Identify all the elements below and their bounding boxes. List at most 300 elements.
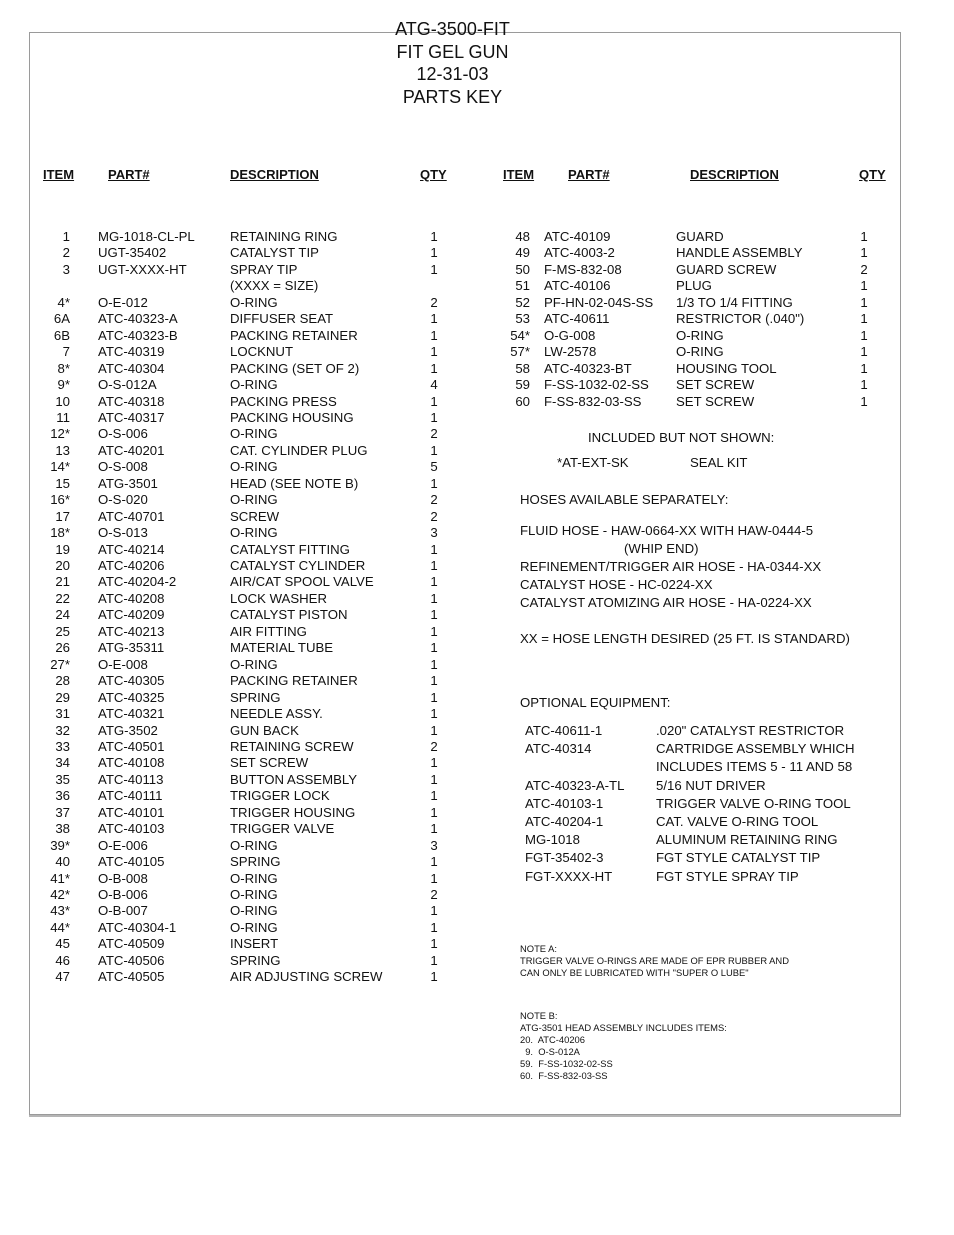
parts-item-number: 16*	[50, 492, 70, 508]
parts-quantity: 1	[430, 590, 438, 606]
parts-item-number: 52	[515, 294, 530, 310]
parts-description: BUTTON ASSEMBLY	[230, 771, 358, 787]
parts-table-row	[490, 377, 930, 393]
parts-quantity: 1	[430, 656, 438, 672]
parts-part-number: ATC-40319	[98, 344, 165, 360]
parts-part-number: ATC-40305	[98, 673, 165, 689]
parts-part-number: O-E-012	[98, 294, 148, 310]
parts-table-row	[30, 591, 470, 607]
parts-table-row	[30, 245, 470, 261]
parts-description: HEAD (SEE NOTE B)	[230, 475, 359, 491]
parts-item-number: 46	[55, 952, 70, 968]
parts-table-row	[30, 344, 470, 360]
parts-quantity: 1	[430, 870, 438, 886]
parts-part-number: LW-2578	[544, 344, 597, 360]
parts-quantity: 1	[430, 722, 438, 738]
parts-table-row	[30, 953, 470, 969]
optional-description: FGT STYLE CATALYST TIP	[656, 850, 821, 866]
left-header-description: DESCRIPTION	[230, 167, 319, 182]
parts-quantity: 1	[430, 261, 438, 277]
parts-description: PACKING RETAINER	[230, 673, 358, 689]
parts-description: O-RING	[230, 426, 278, 442]
parts-quantity: 1	[860, 393, 868, 409]
parts-part-number: UGT-XXXX-HT	[98, 261, 187, 277]
parts-part-number: O-E-006	[98, 837, 148, 853]
parts-part-number: ATC-40509	[98, 936, 165, 952]
parts-item-number: 7	[62, 344, 70, 360]
parts-item-number: 20	[55, 558, 70, 573]
parts-table-row	[30, 805, 470, 821]
right-header-part: PART#	[568, 167, 610, 182]
parts-part-number: ATC-40113	[98, 771, 164, 787]
parts-quantity: 1	[430, 393, 438, 409]
parts-part-number: ATC-40611	[544, 311, 610, 327]
parts-item-number: 6A	[53, 311, 70, 327]
parts-quantity: 1	[430, 936, 438, 952]
optional-description: ALUMINUM RETAINING RING	[656, 832, 838, 848]
parts-description: O-RING	[230, 377, 278, 393]
parts-quantity: 1	[430, 607, 438, 623]
hose-line: CATALYST ATOMIZING AIR HOSE - HA-0224-XX	[520, 595, 812, 610]
parts-part-number: ATC-40506	[98, 952, 165, 968]
parts-part-number: ATC-40323-B	[98, 327, 178, 343]
hose-length-note: XX = HOSE LENGTH DESIRED (25 FT. IS STANDARD)	[520, 631, 850, 646]
parts-item-number: 35	[55, 771, 70, 787]
parts-description: CATALYST CYLINDER	[230, 558, 366, 573]
parts-quantity: 1	[860, 229, 868, 244]
parts-table-row	[30, 574, 470, 590]
parts-quantity: 1	[430, 771, 438, 787]
included-heading: INCLUDED BUT NOT SHOWN:	[588, 430, 775, 445]
optional-part-number: ATC-40323-A-TL	[525, 777, 625, 793]
parts-table-row	[30, 673, 470, 689]
parts-part-number: ATC-40106	[544, 278, 611, 294]
parts-part-number: ATC-40103	[98, 821, 165, 837]
parts-description: NEEDLE ASSY.	[230, 706, 323, 722]
parts-quantity: 1	[860, 377, 868, 393]
parts-description: O-RING	[230, 870, 278, 886]
parts-quantity: 1	[430, 245, 438, 261]
parts-quantity: 3	[430, 837, 438, 853]
parts-description: GUARD	[676, 229, 724, 244]
parts-quantity: 1	[430, 673, 438, 689]
parts-description: PACKING PRESS	[230, 393, 337, 409]
parts-part-number: ATC-40105	[98, 854, 165, 870]
parts-table-row	[30, 838, 470, 854]
parts-item-number: 38	[55, 821, 70, 837]
parts-description: O-RING	[230, 919, 278, 935]
parts-quantity: 1	[860, 327, 868, 343]
parts-description: O-RING	[230, 903, 278, 919]
parts-part-number: O-G-008	[544, 327, 596, 343]
parts-table-row	[490, 278, 930, 294]
parts-description: RESTRICTOR (.040")	[676, 311, 805, 327]
parts-item-number: 58	[515, 360, 530, 376]
optional-part-number: ATC-40611-1	[525, 723, 603, 738]
parts-description: SPRING	[230, 854, 281, 870]
right-header-item: ITEM	[503, 167, 535, 182]
note-b-line: 59. F-SS-1032-02-SS	[520, 1058, 613, 1069]
parts-table-row	[30, 624, 470, 640]
parts-table-row	[490, 344, 930, 360]
parts-quantity: 3	[430, 525, 438, 541]
parts-item-number: 51	[515, 278, 530, 294]
parts-table-row	[30, 394, 470, 410]
parts-table-row	[30, 936, 470, 952]
parts-quantity: 1	[430, 623, 438, 639]
parts-quantity: 1	[430, 804, 438, 820]
parts-table-row	[30, 328, 470, 344]
parts-item-number: 59	[515, 377, 530, 393]
note-b-line: 20. ATC-40206	[520, 1034, 585, 1045]
parts-description: DIFFUSER SEAT	[230, 311, 334, 327]
left-header-qty: QTY	[420, 167, 447, 182]
parts-quantity: 1	[430, 969, 438, 985]
parts-item-number: 27*	[50, 656, 70, 672]
parts-item-number: 42*	[50, 887, 70, 902]
parts-quantity: 1	[430, 409, 438, 425]
parts-item-number: 21	[55, 574, 70, 590]
parts-table-row	[30, 739, 470, 755]
parts-description: O-RING	[230, 294, 278, 310]
parts-part-number: ATC-40204-2	[98, 574, 177, 590]
right-header-description: DESCRIPTION	[690, 167, 779, 182]
parts-quantity: 1	[430, 640, 438, 656]
parts-table-row	[30, 492, 470, 508]
title-line: PARTS KEY	[402, 86, 503, 107]
parts-item-number: 57*	[510, 344, 530, 360]
parts-description: HOUSING TOOL	[676, 360, 777, 376]
parts-description: CATALYST TIP	[230, 245, 319, 261]
parts-description: TRIGGER VALVE	[230, 821, 335, 837]
parts-quantity: 1	[430, 854, 438, 870]
parts-item-number: 18*	[50, 525, 70, 541]
parts-quantity: 1	[430, 442, 438, 458]
parts-item-number: 41*	[50, 870, 70, 886]
parts-part-number: F-SS-832-03-SS	[544, 393, 642, 409]
parts-table-row	[30, 509, 470, 525]
parts-quantity: 1	[430, 706, 438, 722]
parts-part-number: ATC-40323-A	[98, 311, 178, 327]
parts-table-row	[30, 311, 470, 327]
parts-item-number: 44*	[50, 919, 70, 935]
parts-quantity: 1	[430, 755, 438, 771]
parts-table-row	[490, 245, 930, 261]
parts-quantity: 1	[430, 360, 438, 376]
parts-description: MATERIAL TUBE	[230, 640, 334, 656]
parts-part-number: ATC-40304-1	[98, 919, 177, 935]
parts-quantity: 1	[430, 788, 438, 804]
hose-line: CATALYST HOSE - HC-0224-XX	[520, 577, 713, 592]
optional-description: CAT. VALVE O-RING TOOL	[656, 814, 819, 829]
parts-description: INSERT	[230, 936, 279, 952]
parts-description: O-RING	[230, 525, 278, 541]
parts-quantity: 1	[430, 229, 438, 244]
note-a-line: TRIGGER VALVE O-RINGS ARE MADE OF EPR RUBBER AND	[520, 955, 789, 966]
parts-table-row	[30, 443, 470, 459]
right-header-qty: QTY	[859, 167, 886, 182]
parts-part-number: ATC-40701	[98, 508, 165, 524]
parts-description: GUARD SCREW	[676, 261, 777, 277]
parts-quantity: 1	[430, 344, 438, 360]
parts-part-number: ATG-35311	[98, 640, 165, 656]
parts-item-number: 10	[55, 393, 70, 409]
parts-part-number: O-E-008	[98, 656, 148, 672]
parts-description: 1/3 TO 1/4 FITTING	[676, 294, 793, 310]
parts-table-row	[30, 229, 470, 245]
title-line: FIT GEL GUN	[396, 41, 509, 62]
parts-quantity: 1	[860, 245, 868, 261]
parts-description: SET SCREW	[676, 377, 755, 393]
parts-table-row	[30, 821, 470, 837]
parts-part-number: ATC-40206	[98, 558, 165, 573]
parts-item-number: 31	[55, 706, 70, 722]
parts-description: CATALYST PISTON	[230, 607, 348, 623]
parts-table-row	[30, 871, 470, 887]
parts-quantity: 1	[430, 475, 438, 491]
parts-quantity: 2	[430, 294, 438, 310]
parts-item-number: 15	[55, 475, 70, 491]
parts-description: SPRAY TIP	[230, 261, 298, 277]
left-header-part: PART#	[108, 167, 150, 182]
parts-description: O-RING	[230, 492, 278, 508]
parts-table-row	[490, 311, 930, 327]
parts-item-number: 3	[62, 261, 70, 277]
parts-item-number: 22	[55, 590, 70, 606]
parts-item-number: 60	[515, 393, 530, 409]
parts-item-number: 25	[55, 623, 70, 639]
parts-part-number: ATC-4003-2	[544, 245, 615, 261]
parts-table-row	[30, 755, 470, 771]
parts-table-row	[30, 903, 470, 919]
parts-quantity: 2	[860, 261, 868, 277]
parts-table-row	[490, 328, 930, 344]
note-b-line: 9. O-S-012A	[520, 1046, 580, 1057]
parts-table-row	[30, 607, 470, 623]
parts-table-row	[30, 426, 470, 442]
parts-part-number: ATC-40505	[98, 969, 165, 985]
parts-description: (XXXX = SIZE)	[230, 278, 319, 294]
parts-part-number: ATC-40317	[98, 409, 165, 425]
parts-description: SPRING	[230, 689, 281, 705]
parts-part-number: O-S-013	[98, 525, 148, 541]
parts-part-number: ATC-40101	[98, 804, 165, 820]
parts-description: PACKING HOUSING	[230, 409, 354, 425]
parts-part-number: F-MS-832-08	[544, 261, 622, 277]
parts-part-number: ATC-40323-BT	[544, 360, 632, 376]
parts-quantity: 1	[430, 919, 438, 935]
parts-table-row	[30, 476, 470, 492]
parts-description: SET SCREW	[676, 393, 755, 409]
left-header-item: ITEM	[43, 167, 75, 182]
parts-description: TRIGGER HOUSING	[230, 804, 356, 820]
parts-quantity: 2	[430, 492, 438, 508]
parts-description: O-RING	[676, 344, 724, 360]
parts-table-row	[490, 229, 930, 245]
parts-quantity: 1	[430, 821, 438, 837]
parts-description: O-RING	[230, 459, 278, 475]
parts-description: CATALYST FITTING	[230, 541, 350, 557]
included-part: *AT-EXT-SK	[557, 455, 629, 470]
parts-table-row	[30, 706, 470, 722]
parts-table-row	[30, 657, 470, 673]
parts-table-row	[30, 410, 470, 426]
parts-quantity: 1	[860, 360, 868, 376]
parts-quantity: 1	[430, 689, 438, 705]
optional-part-number: FGT-35402-3	[525, 850, 604, 866]
parts-quantity: 1	[860, 294, 868, 310]
parts-quantity: 2	[430, 887, 438, 902]
parts-table-row	[30, 542, 470, 558]
parts-item-number: 29	[55, 689, 70, 705]
parts-description: LOCK WASHER	[230, 590, 327, 606]
parts-item-number: 54*	[510, 327, 530, 343]
parts-item-number: 17	[55, 508, 70, 524]
parts-part-number: ATC-40213	[98, 623, 165, 639]
parts-description: O-RING	[230, 656, 278, 672]
parts-part-number: MG-1018-CL-PL	[98, 229, 195, 244]
parts-item-number: 53	[515, 311, 530, 327]
parts-table-row	[30, 295, 470, 311]
parts-table-row	[30, 640, 470, 656]
parts-table-row	[490, 295, 930, 311]
parts-table-row	[30, 278, 470, 294]
parts-quantity: 1	[430, 558, 438, 573]
parts-part-number: ATC-40111	[98, 788, 163, 804]
title-line: 12-31-03	[416, 64, 489, 84]
parts-part-number: ATC-40501	[98, 738, 165, 754]
parts-quantity: 1	[430, 903, 438, 919]
parts-quantity: 1	[860, 311, 868, 327]
parts-part-number: O-S-008	[98, 459, 148, 475]
parts-item-number: 1	[62, 229, 70, 244]
parts-table-row	[30, 854, 470, 870]
parts-part-number: O-S-020	[98, 492, 148, 508]
parts-quantity: 2	[430, 426, 438, 442]
parts-part-number: F-SS-1032-02-SS	[544, 377, 649, 393]
parts-quantity: 1	[430, 541, 438, 557]
parts-description: AIR FITTING	[230, 623, 307, 639]
parts-item-number: 12*	[50, 426, 70, 442]
parts-description: GUN BACK	[230, 722, 299, 738]
parts-item-number: 6B	[53, 327, 70, 343]
parts-item-number: 2	[62, 245, 70, 261]
parts-part-number: ATC-40214	[98, 541, 165, 557]
parts-part-number: ATC-40209	[98, 607, 165, 623]
parts-description: PACKING RETAINER	[230, 327, 358, 343]
optional-description: CARTRIDGE ASSEMBLY WHICH	[656, 741, 855, 757]
parts-item-number: 28	[55, 673, 70, 689]
optional-description: .020" CATALYST RESTRICTOR	[656, 723, 845, 738]
parts-description: HANDLE ASSEMBLY	[676, 245, 803, 261]
parts-item-number: 48	[515, 229, 530, 244]
parts-quantity: 4	[430, 377, 438, 393]
parts-item-number: 26	[55, 640, 70, 656]
parts-part-number: ATC-40108	[98, 755, 165, 771]
parts-quantity: 1	[430, 574, 438, 590]
parts-item-number: 34	[55, 755, 70, 771]
parts-table-row	[30, 361, 470, 377]
parts-table-row	[30, 788, 470, 804]
parts-table-row	[490, 361, 930, 377]
parts-part-number: PF-HN-02-04S-SS	[544, 294, 654, 310]
parts-quantity: 5	[430, 459, 438, 475]
optional-part-number: FGT-XXXX-HT	[525, 868, 613, 884]
optional-part-number: MG-1018	[525, 832, 580, 848]
note-b-heading: NOTE B:	[520, 1010, 558, 1021]
parts-quantity: 1	[860, 278, 868, 294]
parts-item-number: 50	[515, 261, 530, 277]
parts-part-number: ATC-40208	[98, 590, 165, 606]
parts-item-number: 19	[55, 541, 70, 557]
hose-line: (WHIP END)	[624, 541, 699, 556]
parts-description: O-RING	[676, 327, 724, 343]
parts-description: SET SCREW	[230, 755, 309, 771]
parts-description: PLUG	[676, 278, 712, 294]
hoses-heading: HOSES AVAILABLE SEPARATELY:	[520, 492, 729, 507]
parts-description: O-RING	[230, 837, 278, 853]
note-b-line: 60. F-SS-832-03-SS	[520, 1070, 608, 1081]
included-desc: SEAL KIT	[690, 455, 748, 470]
parts-part-number: O-S-012A	[98, 377, 157, 393]
parts-table-row	[30, 558, 470, 574]
hose-line: REFINEMENT/TRIGGER AIR HOSE - HA-0344-XX	[520, 559, 822, 574]
note-b-line: ATG-3501 HEAD ASSEMBLY INCLUDES ITEMS:	[520, 1022, 727, 1033]
parts-table-row	[30, 262, 470, 278]
parts-table-row	[30, 887, 470, 903]
parts-item-number: 40	[55, 854, 70, 870]
parts-quantity: 2	[430, 508, 438, 524]
parts-description: PACKING (SET OF 2)	[230, 360, 360, 376]
parts-table-row	[490, 262, 930, 278]
optional-description: FGT STYLE SPRAY TIP	[656, 868, 799, 884]
parts-table-row	[30, 459, 470, 475]
parts-part-number: O-B-007	[98, 903, 148, 919]
parts-item-number: 13	[55, 442, 70, 458]
parts-item-number: 32	[55, 722, 70, 738]
parts-description: CAT. CYLINDER PLUG	[230, 442, 368, 458]
parts-table-row	[30, 525, 470, 541]
parts-quantity: 2	[430, 738, 438, 754]
parts-part-number: ATC-40318	[98, 393, 165, 409]
parts-item-number: 11	[56, 409, 70, 425]
parts-quantity: 1	[430, 311, 438, 327]
parts-table-row	[30, 969, 470, 985]
parts-item-number: 4*	[57, 294, 70, 310]
optional-part-number: ATC-40314	[525, 741, 592, 757]
parts-table-row	[490, 394, 930, 410]
parts-part-number: UGT-35402	[98, 245, 167, 261]
parts-part-number: ATC-40321	[98, 706, 165, 722]
parts-table-row	[30, 690, 470, 706]
parts-item-number: 39*	[50, 837, 70, 853]
parts-item-number: 45	[55, 936, 70, 952]
optional-part-number: ATC-40204-1	[525, 814, 604, 829]
parts-item-number: 14*	[50, 459, 70, 475]
note-a-line: CAN ONLY BE LUBRICATED WITH "SUPER O LUBE"	[520, 967, 749, 978]
optional-heading: OPTIONAL EQUIPMENT:	[520, 695, 671, 710]
parts-description: RETAINING SCREW	[230, 738, 354, 754]
optional-description: INCLUDES ITEMS 5 - 11 AND 58	[656, 759, 853, 775]
parts-item-number: 33	[55, 738, 70, 754]
parts-item-number: 9*	[57, 377, 70, 393]
document-title	[0, 18, 905, 108]
parts-description: O-RING	[230, 887, 278, 902]
parts-part-number: ATC-40325	[98, 689, 165, 705]
parts-description: RETAINING RING	[230, 229, 338, 244]
parts-item-number: 36	[55, 788, 70, 804]
parts-table-row	[30, 377, 470, 393]
